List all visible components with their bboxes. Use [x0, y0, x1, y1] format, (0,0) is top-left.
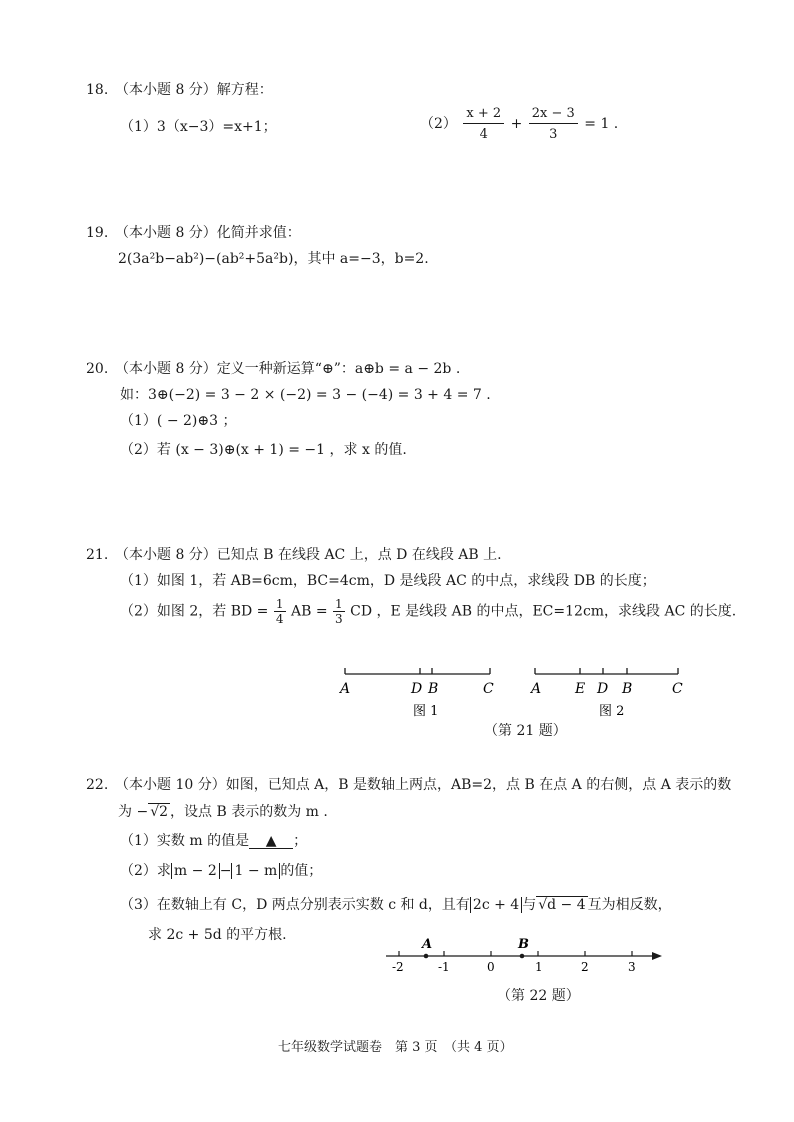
q22-caption: （第 22 题）	[497, 988, 580, 1004]
q22-line2	[118, 805, 328, 819]
fig1-caption: 图 1	[413, 704, 439, 719]
q22-part3-and: 与	[522, 897, 537, 913]
fig2-label-d: D	[597, 681, 609, 697]
q18-part2-label: （2）	[420, 116, 457, 132]
q20-heading: （本小题 8 分）定义一种新运算“⊕”：a⊕b = a − 2b .	[115, 361, 461, 377]
point-b-dot	[520, 954, 525, 959]
q18-heading: （本小题 8 分）解方程：	[115, 82, 273, 98]
q18-fraction-1-numerator: x + 2	[463, 107, 504, 124]
q18-fraction-2	[529, 107, 578, 141]
fig1-label-c: C	[483, 681, 494, 697]
point-a-dot	[424, 954, 429, 959]
q19-expression: 2(3a²b−ab²)−(ab²+5a²b)，其中 a=−3，b=2.	[118, 251, 429, 267]
q18-part1-label: （1）	[120, 119, 157, 135]
q18-equals-one: = 1 .	[584, 116, 619, 132]
q19-heading: （本小题 8 分）化简并求值：	[115, 225, 301, 241]
q21-heading: （本小题 8 分）已知点 B 在线段 AC 上，点 D 在线段 AB 上.	[115, 547, 502, 563]
q21-fraction-third-denominator: 3	[335, 612, 343, 626]
page-footer: 七年级数学试题卷 第 3 页 （共 4 页）	[278, 1040, 513, 1055]
q22-part3-line2: 求 2c + 5d 的平方根.	[148, 927, 287, 943]
axis-label-1: 1	[535, 960, 543, 974]
fig2-label-b: B	[622, 681, 633, 697]
axis-label-neg2: -2	[392, 960, 404, 974]
axis-label-3: 3	[628, 960, 636, 974]
q21-fraction-third-numerator: 1	[335, 597, 343, 611]
q20-number: 20.	[86, 361, 109, 377]
q22-abs-value-3: 2c + 4	[470, 897, 522, 913]
q22-line2-suffix: ，设点 B 表示的数为 m .	[170, 804, 328, 820]
point-b-label: B	[518, 937, 529, 952]
q22-part2-minus: −	[219, 863, 232, 879]
q20-part2: （2）若 (x − 3)⊕(x + 1) = −1 ，求 x 的值.	[120, 442, 407, 458]
q22-part2-prefix: （2）求	[120, 863, 171, 879]
q18-number: 18.	[86, 82, 109, 98]
q21-part2-prefix: （2）如图 2，若 BD =	[120, 603, 269, 620]
q22-part1-suffix: ；	[293, 833, 308, 849]
axis-label-neg1: -1	[438, 960, 450, 974]
triangle-marker-icon: ▲	[265, 833, 277, 849]
q21-caption: （第 21 题）	[484, 723, 567, 739]
q22-part1	[120, 834, 307, 849]
q21-number: 21.	[86, 547, 109, 563]
q22-sqrt-symbol	[148, 803, 170, 820]
fig2-caption: 图 2	[599, 704, 625, 719]
fig2-label-e: E	[575, 681, 586, 697]
axis-label-2: 2	[581, 960, 589, 974]
q18-fraction-1	[463, 107, 504, 141]
q22-part3	[120, 898, 672, 912]
fig1-label-b: B	[428, 681, 439, 697]
point-a-label: A	[422, 937, 433, 952]
q22-sqrt-expression	[536, 896, 587, 913]
q20-part1: （1）( − 2)⊕3 ；	[120, 413, 237, 429]
fig2-label-c: C	[672, 681, 683, 697]
fig1-label-a: A	[340, 681, 351, 697]
q22-number-line	[378, 936, 668, 976]
q22-number: 22.	[86, 777, 109, 793]
q21-part2-middle: AB =	[290, 603, 328, 620]
q22-line2-prefix: 为 −	[118, 804, 149, 820]
sqrt-radical-icon: √	[150, 804, 160, 820]
q21-fraction-third	[333, 598, 345, 625]
q20-example: 如：3⊕(−2) = 3 − 2 × (−2) = 3 − (−4) = 3 + 4 = 7 .	[120, 387, 491, 403]
q22-part1-prefix: （1）实数 m 的值是	[120, 833, 250, 849]
q22-sqrt-radicand: 2	[159, 804, 169, 820]
fig2-label-a: A	[531, 681, 542, 697]
q22-sqrt-radicand-2: d − 4	[547, 897, 586, 913]
sqrt-radical-icon: √	[538, 897, 548, 913]
q21-fraction-quarter	[274, 598, 286, 625]
q21-part1: （1）如图 1，若 AB=6cm，BC=4cm，D 是线段 AC 的中点，求线段 DB 的长度；	[120, 573, 656, 589]
axis-label-0: 0	[487, 960, 495, 974]
q21-part2	[120, 598, 736, 625]
q18-part2	[420, 107, 618, 141]
q21-part2-suffix: CD ，E 是线段 AB 的中点，EC=12cm，求线段 AC 的长度.	[350, 603, 737, 620]
q19-number: 19.	[86, 225, 109, 241]
q22-part2	[120, 864, 322, 878]
axis-arrow-icon	[652, 952, 662, 960]
q22-line1: （本小题 10 分）如图，已知点 A，B 是数轴上两点，AB=2，点 B 在点 A 的右侧，点 A 表示的数	[115, 777, 732, 793]
q18-plus: +	[510, 116, 523, 132]
q18-fraction-2-denominator: 3	[549, 127, 558, 142]
q21-fraction-quarter-numerator: 1	[275, 597, 284, 611]
q18-fraction-1-denominator: 4	[479, 127, 488, 142]
q22-answer-blank	[249, 834, 293, 849]
q18-part1-equation: 3（x−3）=x+1；	[156, 119, 277, 135]
q21-fraction-quarter-denominator: 4	[275, 612, 284, 626]
q22-part3-suffix: 互为相反数，	[587, 897, 672, 913]
q22-part3-prefix: （3）在数轴上有 C，D 两点分别表示实数 c 和 d，且有	[120, 897, 470, 913]
q22-abs-value-1: m − 2	[171, 863, 220, 879]
fig1-label-d: D	[411, 681, 423, 697]
q22-part2-suffix: 的值；	[280, 863, 323, 879]
q21-figure-2	[520, 662, 700, 722]
q18-part1	[120, 120, 277, 134]
q22-abs-value-2: 1 − m	[231, 863, 280, 879]
q18-fraction-2-numerator: 2x − 3	[529, 107, 578, 124]
q21-figure-1	[330, 662, 510, 722]
